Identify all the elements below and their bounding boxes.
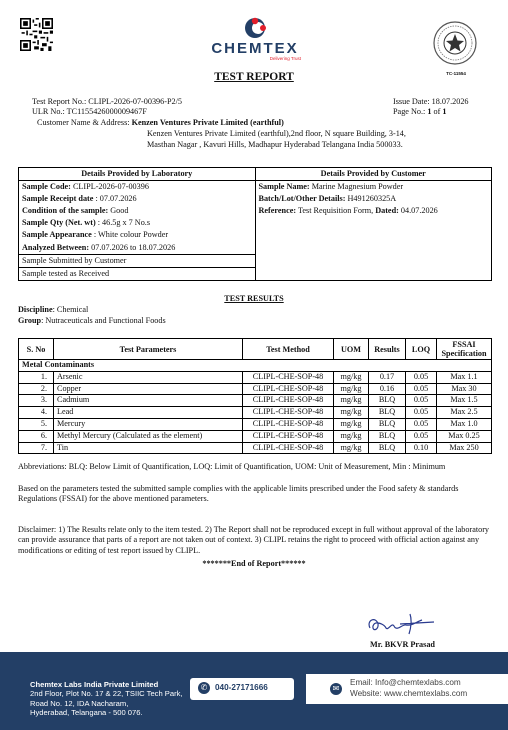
lab-detail-label: Condition of the sample: xyxy=(22,206,109,216)
results-column-header: LOQ xyxy=(406,339,437,360)
customer-details-list xyxy=(256,181,492,217)
result-cell-spec: Max 1.5 xyxy=(437,395,492,407)
results-column-header: Results xyxy=(369,339,406,360)
lab-detail-row xyxy=(19,267,255,280)
footer-contact-lines xyxy=(350,678,467,699)
issue-date: 18.07.2026 xyxy=(431,97,469,106)
result-cell-result: BLQ xyxy=(369,407,406,419)
qr-code xyxy=(20,18,53,51)
table-row xyxy=(19,371,492,383)
customer-detail-label: Reference: xyxy=(258,206,297,216)
discipline-label: Discipline xyxy=(18,305,53,314)
result-cell-sno: 5. xyxy=(19,418,54,430)
results-column-header: UOM xyxy=(334,339,369,360)
footer-address-2: Road No. 12, IDA Nacharam, xyxy=(30,698,129,708)
customer-details-cell xyxy=(255,181,492,281)
result-cell-sno: 3. xyxy=(19,395,54,407)
result-cell-loq: 0.10 xyxy=(406,442,437,454)
result-cell-loq: 0.05 xyxy=(406,395,437,407)
lab-detail-row xyxy=(19,193,255,205)
result-cell-method: CLIPL-CHE-SOP-48 xyxy=(243,395,334,407)
lab-detail-label: Sample Code: xyxy=(22,182,71,192)
footer-phone[interactable]: 040-27171666 xyxy=(215,683,268,692)
table-row xyxy=(19,407,492,419)
page-total: 1 xyxy=(442,107,447,116)
result-cell-method: CLIPL-CHE-SOP-48 xyxy=(243,407,334,419)
result-cell-spec: Max 30 xyxy=(437,383,492,395)
customer-address-2: Masthan Nagar , Kavuri Hills, Madhapur Hyderabad Telangana India 500033. xyxy=(147,140,403,149)
issue-date-line xyxy=(393,97,469,107)
chemtex-logo-mark xyxy=(195,16,315,42)
result-cell-uom: mg/kg xyxy=(334,371,369,383)
result-cell-param: Arsenic xyxy=(54,371,243,383)
issue-label: Issue Date: xyxy=(393,97,430,106)
lab-detail-label: Analyzed Between: xyxy=(22,242,90,252)
results-heading: TEST RESULTS xyxy=(224,294,284,303)
table-row xyxy=(19,383,492,395)
email-icon: ✉ xyxy=(330,683,342,695)
lab-detail-row xyxy=(19,217,255,229)
customer-detail-value: Test Requisition Form, xyxy=(297,206,374,216)
chemtex-logo xyxy=(195,16,315,61)
lab-detail-value: Sample Submitted by Customer xyxy=(22,255,127,265)
customer-label: Customer Name & Address: xyxy=(37,118,130,127)
lab-detail-value: Sample tested as Received xyxy=(22,268,110,278)
lab-detail-value: : 46.5g x 7 No.s xyxy=(97,218,151,228)
report-no: CLIPL-2026-07-00396-P2/5 xyxy=(88,97,182,106)
lab-detail-value: Good xyxy=(110,206,129,216)
result-cell-uom: mg/kg xyxy=(334,407,369,419)
footer-address-block xyxy=(30,680,183,718)
customer-detail-extra-label: Dated: xyxy=(375,206,399,216)
details-table xyxy=(18,167,492,281)
result-cell-loq: 0.05 xyxy=(406,430,437,442)
page-no: 1 xyxy=(427,107,432,116)
customer-detail-row xyxy=(256,181,492,193)
result-cell-method: CLIPL-CHE-SOP-48 xyxy=(243,371,334,383)
lab-details-cell xyxy=(19,181,256,281)
group-line xyxy=(18,316,166,326)
result-cell-result: BLQ xyxy=(369,395,406,407)
results-column-header: FSSAI Specification xyxy=(437,339,492,360)
result-cell-loq: 0.05 xyxy=(406,407,437,419)
result-cell-uom: mg/kg xyxy=(334,430,369,442)
discipline-line xyxy=(18,305,88,315)
result-cell-result: BLQ xyxy=(369,418,406,430)
result-cell-method: CLIPL-CHE-SOP-48 xyxy=(243,442,334,454)
report-number-line xyxy=(32,97,182,107)
lab-detail-label: Sample Qty (Net. wt) xyxy=(22,218,96,228)
customer-detail-row xyxy=(256,205,492,217)
lab-detail-row xyxy=(19,254,255,267)
results-column-header: S. No xyxy=(19,339,54,360)
compliance-note: Based on the parameters tested the submitted sample complies with the applicable limits prescribed under the Food safety & standards Regulations (FSSAI) for the above mentioned parameters. xyxy=(18,484,459,504)
result-cell-sno: 2. xyxy=(19,383,54,395)
customer-detail-row xyxy=(256,193,492,205)
result-cell-spec: Max 1.1 xyxy=(437,371,492,383)
result-cell-loq: 0.05 xyxy=(406,418,437,430)
footer-address-1: 2nd Floor, Plot No. 17 & 22, TSIIC Tech Park, xyxy=(30,689,183,699)
page-of: of xyxy=(433,107,441,116)
brand-tagline: Delivering Trust xyxy=(269,56,301,61)
ulr-label: ULR No.: xyxy=(32,107,65,116)
result-cell-spec: Max 0.25 xyxy=(437,430,492,442)
brand-name: CHEMTEX xyxy=(211,40,299,57)
result-cell-loq: 0.05 xyxy=(406,371,437,383)
table-row xyxy=(19,442,492,454)
customer-address-1: Kenzen Ventures Private Limited (earthful),2nd floor, N square Building, 3-14, xyxy=(147,129,406,138)
result-cell-method: CLIPL-CHE-SOP-48 xyxy=(243,430,334,442)
customer-detail-label: Sample Name: xyxy=(258,182,310,192)
customer-detail-extra-value: 04.07.2026 xyxy=(400,206,438,216)
lab-detail-label: Sample Appearance xyxy=(22,230,92,240)
result-cell-uom: mg/kg xyxy=(334,395,369,407)
result-cell-spec: Max 2.5 xyxy=(437,407,492,419)
footer-email[interactable]: Email: Info@chemtexlabs.com xyxy=(350,678,461,687)
result-cell-uom: mg/kg xyxy=(334,442,369,454)
footer-company: Chemtex Labs India Private Limited xyxy=(30,680,159,689)
disclaimer-note: Disclaimer: 1) The Results relate only to the item tested. 2) The Report shall not be reproduced except in full without approval of the laboratory can provide assurance that parts of a report are not taken out of context. 3) CLIPL retains the right to proceed with official action against any modifications or editing of test report issued by CLIPL. xyxy=(18,525,490,555)
results-column-header: Test Method xyxy=(243,339,334,360)
results-header-row xyxy=(19,339,492,360)
ulr-line xyxy=(32,107,147,117)
section-title: Metal Contaminants xyxy=(19,360,492,372)
footer-contact-panel xyxy=(306,674,508,704)
lab-detail-row xyxy=(19,205,255,217)
accreditation-seal xyxy=(432,20,478,66)
result-cell-param: Lead xyxy=(54,407,243,419)
report-no-label: Test Report No.: xyxy=(32,97,87,106)
customer-detail-value: Marine Magnesium Powder xyxy=(311,182,404,192)
result-cell-param: Methyl Mercury (Calculated as the element) xyxy=(54,430,243,442)
lab-detail-value: : White colour Powder xyxy=(93,230,169,240)
footer-website[interactable]: Website: www.chemtexlabs.com xyxy=(350,688,468,698)
result-cell-param: Cadmium xyxy=(54,395,243,407)
result-cell-sno: 4. xyxy=(19,407,54,419)
result-cell-param: Mercury xyxy=(54,418,243,430)
result-cell-sno: 7. xyxy=(19,442,54,454)
lab-detail-label: Sample Receipt date xyxy=(22,194,94,204)
results-body xyxy=(19,360,492,454)
result-cell-method: CLIPL-CHE-SOP-48 xyxy=(243,383,334,395)
phone-icon: ✆ xyxy=(198,682,210,694)
lab-detail-value: CLIPL-2026-07-00396 xyxy=(72,182,149,192)
table-row xyxy=(19,395,492,407)
customer-name: Kenzen Ventures Private Limited (earthful) xyxy=(131,118,284,127)
result-cell-loq: 0.05 xyxy=(406,383,437,395)
result-cell-param: Copper xyxy=(54,383,243,395)
footer-bar xyxy=(0,652,508,730)
signature-image xyxy=(364,610,444,638)
result-cell-result: 0.17 xyxy=(369,371,406,383)
customer-detail-value: H491260325A xyxy=(347,194,397,204)
lab-details-header: Details Provided by Laboratory xyxy=(19,168,256,181)
page-label: Page No.: xyxy=(393,107,426,116)
section-row xyxy=(19,360,492,372)
lab-detail-row xyxy=(19,242,255,254)
result-cell-method: CLIPL-CHE-SOP-48 xyxy=(243,418,334,430)
report-title: TEST REPORT xyxy=(214,71,294,83)
lab-detail-row xyxy=(19,181,255,193)
result-cell-spec: Max 1.0 xyxy=(437,418,492,430)
result-cell-param: Tin xyxy=(54,442,243,454)
table-row xyxy=(19,418,492,430)
seal-code: TC-11554 xyxy=(446,71,466,76)
result-cell-spec: Max 250 xyxy=(437,442,492,454)
end-of-report: *******End of Report****** xyxy=(202,559,306,568)
result-cell-result: 0.16 xyxy=(369,383,406,395)
ulr-no: TC1155426000009467F xyxy=(66,107,147,116)
lab-detail-value: 07.07.2026 to 18.07.2026 xyxy=(91,242,176,252)
lab-detail-value: : 07.07.2026 xyxy=(95,194,137,204)
result-cell-sno: 6. xyxy=(19,430,54,442)
result-cell-result: BLQ xyxy=(369,430,406,442)
result-cell-sno: 1. xyxy=(19,371,54,383)
signatory-name: Mr. BKVR Prasad xyxy=(370,640,435,649)
result-cell-uom: mg/kg xyxy=(334,418,369,430)
results-column-header: Test Parameters xyxy=(54,339,243,360)
footer-address-3: Hyderabad, Telangana - 500 076. xyxy=(30,708,143,718)
group-label: Group xyxy=(18,316,42,325)
lab-details-list xyxy=(19,181,255,280)
table-row xyxy=(19,430,492,442)
discipline-value: : Chemical xyxy=(52,305,89,314)
results-table xyxy=(18,338,492,454)
result-cell-result: BLQ xyxy=(369,442,406,454)
result-cell-uom: mg/kg xyxy=(334,383,369,395)
abbreviations-note: Abbreviations: BLQ: Below Limit of Quantification, LOQ: Limit of Quantification, UOM: Unit of Measurement, Min : Minimum xyxy=(18,462,446,471)
customer-detail-label: Batch/Lot/Other Details: xyxy=(258,194,346,204)
customer-line xyxy=(37,118,284,128)
page-number-line xyxy=(393,107,446,117)
customer-details-header: Details Provided by Customer xyxy=(255,168,492,181)
group-value: : Nutraceuticals and Functional Foods xyxy=(41,316,166,325)
footer-phone-pill xyxy=(190,678,294,700)
lab-detail-row xyxy=(19,229,255,241)
